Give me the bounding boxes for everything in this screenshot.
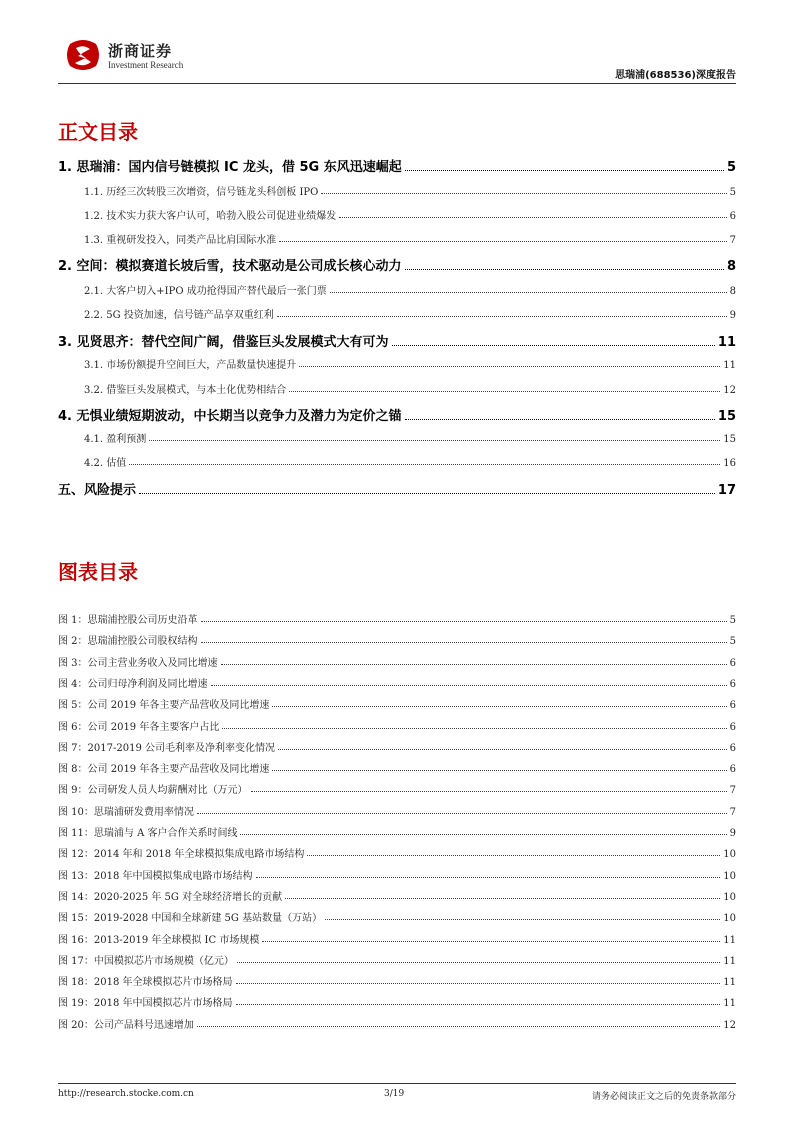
figure-entry[interactable] [58, 612, 736, 626]
entry-label: 图 6：公司 2019 年各主要客户占比 [58, 721, 220, 733]
toc-entry[interactable] [58, 357, 736, 371]
figure-list-title: 图表目录 [58, 560, 138, 584]
dot-leader [285, 898, 720, 899]
dot-leader [405, 269, 724, 270]
figure-entry[interactable] [58, 995, 736, 1009]
entry-label: 图 16：2013-2019 年全球模拟 IC 市场规模 [58, 934, 260, 946]
entry-page-number: 12 [723, 385, 736, 396]
entry-page-number: 7 [729, 235, 736, 246]
entry-label: 图 20：公司产品料号迅速增加 [58, 1019, 194, 1031]
dot-leader [392, 345, 715, 346]
entry-page-number: 8 [729, 286, 736, 297]
entry-label: 图 14：2020-2025 年 5G 对全球经济增长的贡献 [58, 891, 283, 903]
figure-entry[interactable] [58, 697, 736, 711]
figure-entry[interactable] [58, 782, 736, 796]
entry-page-number: 12 [723, 1019, 736, 1031]
entry-label: 图 19：2018 年中国模拟芯片市场格局 [58, 998, 233, 1010]
entry-label: 图 18：2018 年全球模拟芯片市场格局 [58, 977, 233, 989]
toc-entry[interactable] [58, 157, 736, 175]
toc-entry[interactable] [58, 406, 736, 424]
entry-label: 1.2. 技术实力获大客户认可，哈勃入股公司促进业绩爆发 [84, 211, 337, 222]
figure-entry[interactable] [58, 910, 736, 924]
dot-leader [236, 983, 721, 984]
figure-entry[interactable] [58, 633, 736, 647]
entry-page-number: 15 [723, 434, 736, 445]
entry-label: 图 3：公司主营业务收入及同比增速 [58, 657, 218, 669]
figure-entry[interactable] [58, 974, 736, 988]
dot-leader [236, 1004, 721, 1005]
entry-page-number: 5 [729, 636, 736, 648]
entry-page-number: 10 [723, 870, 736, 882]
dot-leader [139, 493, 715, 494]
dot-leader [272, 770, 726, 771]
dot-leader [325, 919, 720, 920]
entry-label: 图 17：中国模拟芯片市场规模（亿元） [58, 955, 234, 967]
dot-leader [211, 685, 727, 686]
dot-leader [262, 941, 720, 942]
dot-leader [405, 170, 724, 171]
entry-label: 4. 无惧业绩短期波动，中长期当以竞争力及潜力为定价之锚 [58, 409, 402, 424]
dot-leader [197, 813, 727, 814]
report-title: 思瑞浦(688536)深度报告 [615, 70, 736, 81]
entry-label: 图 9：公司研发人员人均薪酬对比（万元） [58, 785, 248, 797]
footer-disclaimer: 请务必阅读正文之后的免责条款部分 [591, 1092, 736, 1102]
entry-page-number: 15 [717, 409, 736, 424]
dot-leader [279, 241, 726, 242]
toc-entry[interactable] [58, 480, 736, 498]
entry-page-number: 6 [729, 721, 736, 733]
dot-leader [339, 217, 726, 218]
entry-label: 4.2. 估值 [84, 458, 127, 469]
toc-entry[interactable] [58, 283, 736, 297]
dot-leader [237, 962, 720, 963]
figure-entry[interactable] [58, 676, 736, 690]
entry-label: 五、风险提示 [58, 483, 137, 498]
entry-page-number: 11 [723, 934, 736, 946]
figure-entry[interactable] [58, 804, 736, 818]
entry-label: 3.1. 市场份额提升空间巨大，产品数量快速提升 [84, 360, 297, 371]
entry-label: 4.1. 盈利预测 [84, 434, 147, 445]
dot-leader [129, 464, 720, 465]
entry-label: 1.3. 重视研发投入，同类产品比肩国际水准 [84, 235, 277, 246]
entry-page-number: 7 [729, 785, 736, 797]
dot-leader [222, 728, 726, 729]
dot-leader [240, 834, 726, 835]
entry-page-number: 6 [729, 678, 736, 690]
toc-entry[interactable] [58, 431, 736, 445]
toc-title: 正文目录 [58, 120, 138, 144]
figure-entry[interactable] [58, 1017, 736, 1031]
toc-entry[interactable] [58, 307, 736, 321]
dot-leader [405, 419, 715, 420]
entry-label: 图 8：公司 2019 年各主要产品营收及同比增速 [58, 764, 270, 776]
entry-page-number: 11 [723, 977, 736, 989]
toc-entry[interactable] [58, 382, 736, 396]
entry-page-number: 6 [729, 764, 736, 776]
entry-page-number: 6 [729, 211, 736, 222]
figure-entry[interactable] [58, 761, 736, 775]
footer-url[interactable]: http://research.stocke.com.cn [58, 1089, 194, 1099]
toc-entry[interactable] [58, 184, 736, 198]
figure-entry[interactable] [58, 825, 736, 839]
entry-label: 1. 思瑞浦：国内信号链模拟 IC 龙头，借 5G 东风迅速崛起 [58, 160, 402, 175]
entry-page-number: 6 [729, 742, 736, 754]
brand-tagline: Investment Research [108, 60, 184, 70]
figure-entry[interactable] [58, 846, 736, 860]
toc-entry[interactable] [58, 208, 736, 222]
figure-entry[interactable] [58, 868, 736, 882]
entry-label: 图 13：2018 年中国模拟集成电路市场结构 [58, 870, 253, 882]
dot-leader [221, 664, 727, 665]
dot-leader [201, 621, 727, 622]
dot-leader [251, 791, 727, 792]
dot-leader [330, 292, 727, 293]
entry-page-number: 9 [729, 828, 736, 839]
brand-name: 浙商证券 [108, 42, 173, 60]
brand-logo-icon [64, 38, 102, 72]
dot-leader [277, 316, 727, 317]
entry-page-number: 17 [717, 483, 736, 498]
dot-leader [149, 440, 720, 441]
entry-label: 图 1：思瑞浦控股公司历史沿革 [58, 615, 198, 626]
entry-page-number: 8 [726, 259, 736, 274]
dot-leader [299, 366, 720, 367]
entry-page-number: 5 [729, 615, 736, 626]
figure-entry[interactable] [58, 655, 736, 669]
dot-leader [197, 1026, 720, 1027]
toc-entry[interactable] [58, 332, 736, 350]
entry-page-number: 11 [717, 335, 736, 350]
footer-divider [58, 1083, 736, 1084]
header-divider [58, 83, 736, 84]
dot-leader [201, 642, 727, 643]
dot-leader [289, 391, 720, 392]
figure-entry[interactable] [58, 740, 736, 754]
entry-page-number: 11 [723, 998, 736, 1010]
entry-label: 3. 见贤思齐：替代空间广阔，借鉴巨头发展模式大有可为 [58, 335, 389, 350]
figure-entry[interactable] [58, 953, 736, 967]
entry-label: 图 7：2017-2019 公司毛利率及净利率变化情况 [58, 742, 275, 754]
entry-label: 图 15：2019-2028 中国和全球新建 5G 基站数量（万站） [58, 913, 323, 925]
dot-leader [321, 193, 726, 194]
page-number: 3/19 [384, 1089, 405, 1099]
entry-page-number: 10 [723, 849, 736, 861]
entry-label: 图 2：思瑞浦控股公司股权结构 [58, 636, 198, 648]
entry-page-number: 6 [729, 657, 736, 669]
toc-entry[interactable] [58, 256, 736, 274]
entry-label: 图 11：思瑞浦与 A 客户合作关系时间线 [58, 828, 238, 839]
figure-entry[interactable] [58, 719, 736, 733]
entry-label: 图 12：2014 年和 2018 年全球模拟集成电路市场结构 [58, 849, 305, 861]
dot-leader [272, 706, 726, 707]
entry-label: 图 4：公司归母净利润及同比增速 [58, 678, 208, 690]
toc-entry[interactable] [58, 455, 736, 469]
entry-label: 1.1. 历经三次转股三次增资，信号链龙头科创板 IPO [84, 187, 319, 198]
entry-page-number: 16 [723, 458, 736, 469]
dot-leader [256, 877, 721, 878]
entry-label: 3.2. 借鉴巨头发展模式，与本土化优势相结合 [84, 385, 287, 396]
entry-label: 图 10：思瑞浦研发费用率情况 [58, 806, 194, 818]
entry-label: 2. 空间：模拟赛道长坡后雪，技术驱动是公司成长核心动力 [58, 259, 402, 274]
entry-page-number: 5 [729, 187, 736, 198]
entry-page-number: 9 [729, 310, 736, 321]
entry-page-number: 7 [729, 806, 736, 818]
figure-entry[interactable] [58, 889, 736, 903]
entry-page-number: 10 [723, 913, 736, 925]
entry-page-number: 6 [729, 700, 736, 712]
toc-entry[interactable] [58, 232, 736, 246]
dot-leader [307, 855, 720, 856]
page-header [58, 36, 736, 84]
entry-label: 图 5：公司 2019 年各主要产品营收及同比增速 [58, 700, 270, 712]
entry-page-number: 10 [723, 891, 736, 903]
entry-page-number: 11 [723, 360, 736, 371]
figure-entry[interactable] [58, 932, 736, 946]
entry-page-number: 5 [726, 160, 736, 175]
dot-leader [278, 749, 727, 750]
entry-label: 2.2. 5G 投资加速，信号链产品享双重红利 [84, 310, 274, 321]
entry-label: 2.1. 大客户切入+IPO 成功抢得国产替代最后一张门票 [84, 286, 327, 297]
entry-page-number: 11 [723, 955, 736, 967]
